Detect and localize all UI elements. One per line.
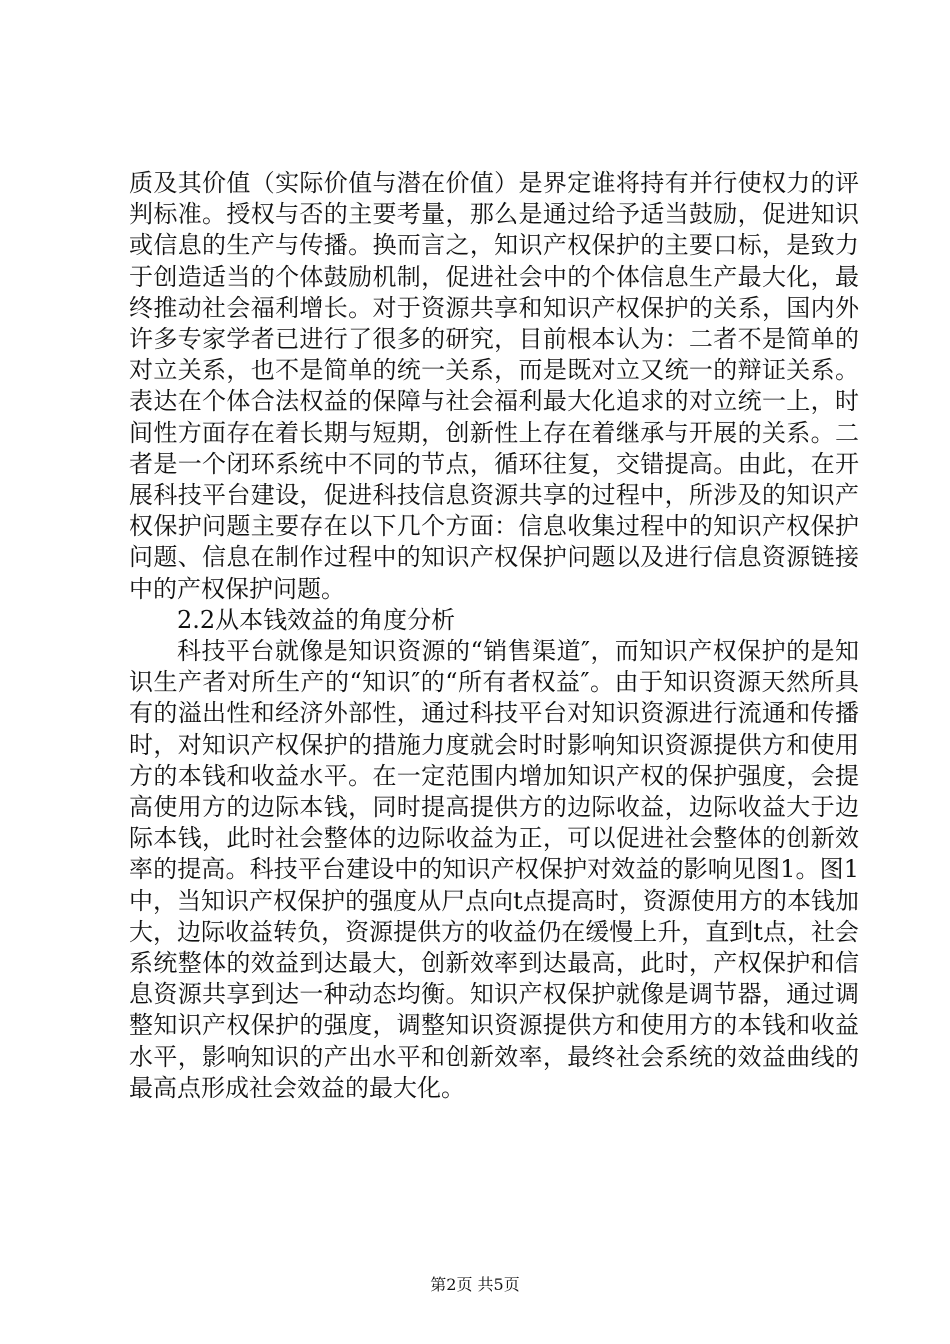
body-paragraph-2: 科技平台就像是知识资源的“销售渠道″，而知识产权保护的是知识生产者对所生产的“知识″的“所有者权益″。由于知识资源天然所具有的溢出性和经济外部性，通过科技平台对知识资源进行流通和传播时，对知识产权保护的措施力度就会时时影响知识资源提供方和使用方的本钱和收益水平。在一定范围内增加知识产权的保护强度，会提高使用方的边际本钱，同时提高提供方的边际收益，边际收益大于边际本钱，此时社会整体的边际收益为正，可以促进社会整体的创新效率的提高。科技平台建设中的知识产权保护对效益的影响见图1。图1中，当知识产权保护的强度从尸点向t点提高时，资源使用方的本钱加大，边际收益转负，资源提供方的收益仍在缓慢上升，直到t点，社会系统整体的效益到达最大，创新效率到达最高，此时，产权保护和信息资源共享到达一种动态均衡。知识产权保护就像是调节器，通过调整知识产权保护的强度，调整知识资源提供方和使用方的本钱和收益水平，影响知识的产出水平和创新效率，最终社会系统的效益曲线的最高点形成社会效益的最大化。 xyxy=(129,637,859,1102)
page-number-label: 第2页 共5页 xyxy=(430,1275,520,1294)
section-heading: 2.2从本钱效益的角度分析 xyxy=(177,605,456,634)
page-footer xyxy=(0,1272,950,1295)
document-body xyxy=(129,168,859,1104)
body-paragraph-1: 质及其价值（实际价值与潜在价值）是界定谁将持有并行使权力的评判标准。授权与否的主要考量，那么是通过给予适当鼓励，促进知识或信息的生产与传播。换而言之，知识产权保护的主要口标，是致力于创造适当的个体鼓励机制，促进社会中的个体信息生产最大化，最终推动社会福利增长。对于资源共享和知识产权保护的关系，国内外许多专家学者已进行了很多的研究，目前根本认为：二者不是简单的对立关系，也不是简单的统一关系，而是既对立又统一的辩证关系。表达在个体合法权益的保障与社会福利最大化追求的对立统一上，时间性方面存在着长期与短期，创新性上存在着继承与开展的关系。二者是一个闭环系统中不同的节点，循环往复，交错提高。由此，在开展科技平台建设，促进科技信息资源共享的过程中，所涉及的知识产权保护问题主要存在以下几个方面：信息收集过程中的知识产权保护问题、信息在制作过程中的知识产权保护问题以及进行信息资源链接中的产权保护问题。 xyxy=(129,169,859,603)
